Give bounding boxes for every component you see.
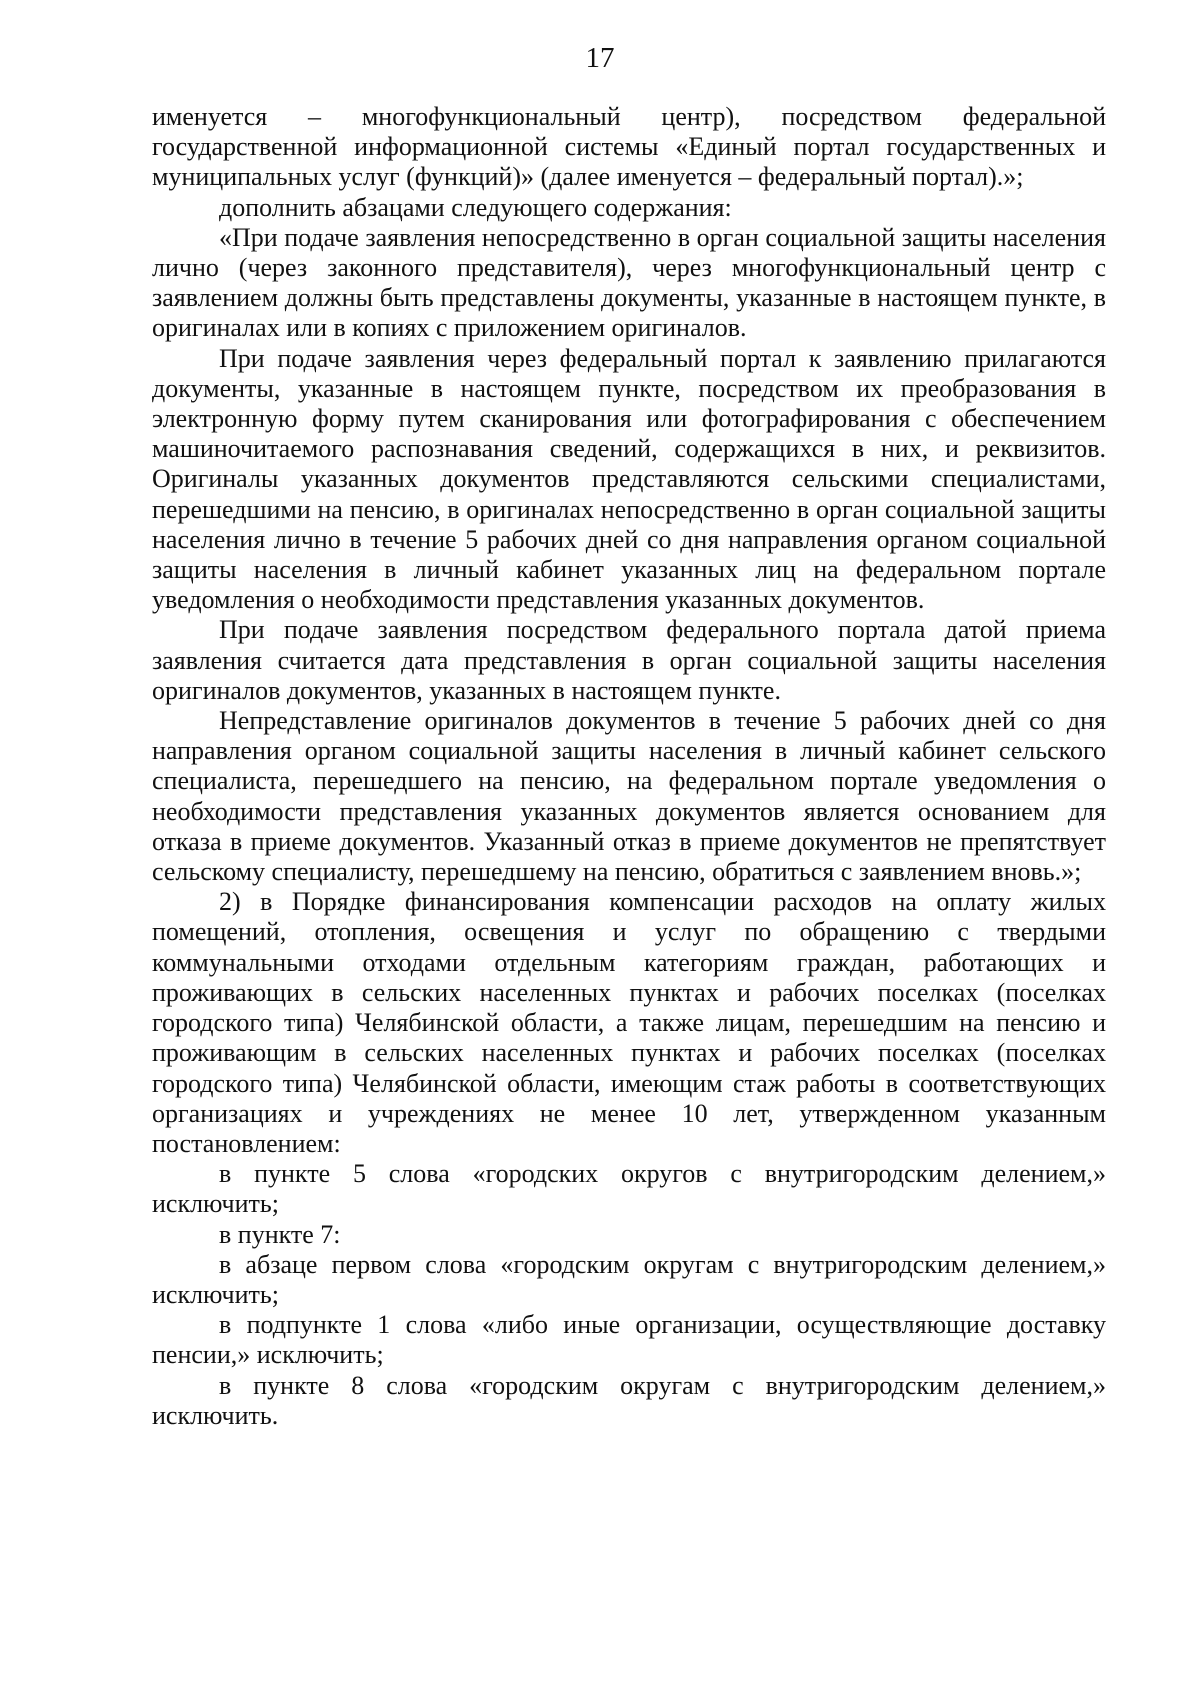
paragraph: в пункте 8 слова «городским округам с внутригородским делением,» исключить. — [152, 1370, 1106, 1430]
paragraph-continuation: именуется – многофункциональный центр), посредством федеральной государственной информационной системы «Единый портал государственных и муниципальных услуг (функций)» (далее именуется – федеральный портал).»; — [152, 102, 1106, 192]
paragraph: в пункте 7: — [219, 1219, 341, 1249]
paragraph: 2) в Порядке финансирования компенсации расходов на оплату жилых помещений, отопления, освещения и услуг по обращению с твердыми коммунальными отходами отдельным категориям граждан, работающих и проживающих в сельских населенных пунктах и рабочих поселках (поселках городского типа) Челябинской области, а также лицам, перешедшим на пенсию и проживающим в сельских населенных пунктах и рабочих поселках (поселках городского типа) Челябинской области, имеющим стаж работы в соответствующих организациях и учреждениях не менее 10 лет, утвержденном указанным постановлением: — [152, 887, 1106, 1158]
paragraph: Непредставление оригиналов документов в течение 5 рабочих дней со дня направления органом социальной защиты населения в личный кабинет сельского специалиста, перешедшего на пенсию, на федеральном портале уведомления о необходимости представления указанных документов является основанием для отказа в приеме документов. Указанный отказ в приеме документов не препятствует сельскому специалисту, перешедшему на пенсию, обратиться с заявлением вновь.»; — [152, 706, 1106, 887]
paragraph: в подпункте 1 слова «либо иные организации, осуществляющие доставку пенсии,» исключить; — [152, 1310, 1106, 1370]
document-body — [152, 102, 1106, 1431]
paragraph: При подаче заявления посредством федерального портала датой приема заявления считается дата представления в орган социальной защиты населения оригиналов документов, указанных в настоящем пункте. — [152, 615, 1106, 705]
paragraph: «При подаче заявления непосредственно в орган социальной защиты населения лично (через законного представителя), через многофункциональный центр с заявлением должны быть представлены документы, указанные в настоящем пункте, в оригиналах или в копиях с приложением оригиналов. — [152, 222, 1106, 343]
paragraph: в пункте 5 слова «городских округов с внутригородским делением,» исключить; — [152, 1159, 1106, 1219]
paragraph: При подаче заявления через федеральный портал к заявлению прилагаются документы, указанные в настоящем пункте, посредством их преобразования в электронную форму путем сканирования или фотографирования с обеспечением машиночитаемого распознавания сведений, содержащихся в них, и реквизитов. Оригиналы указанных документов представляются сельскими специалистами, перешедшими на пенсию, в оригиналах непосредственно в орган социальной защиты населения лично в течение 5 рабочих дней со дня направления органом социальной защиты населения в личный кабинет указанных лиц на федеральном портале уведомления о необходимости представления указанных документов. — [152, 343, 1106, 615]
page-number: 17 — [585, 42, 615, 74]
paragraph: дополнить абзацами следующего содержания: — [219, 192, 732, 222]
paragraph: в абзаце первом слова «городским округам с внутригородским делением,» исключить; — [152, 1249, 1106, 1309]
